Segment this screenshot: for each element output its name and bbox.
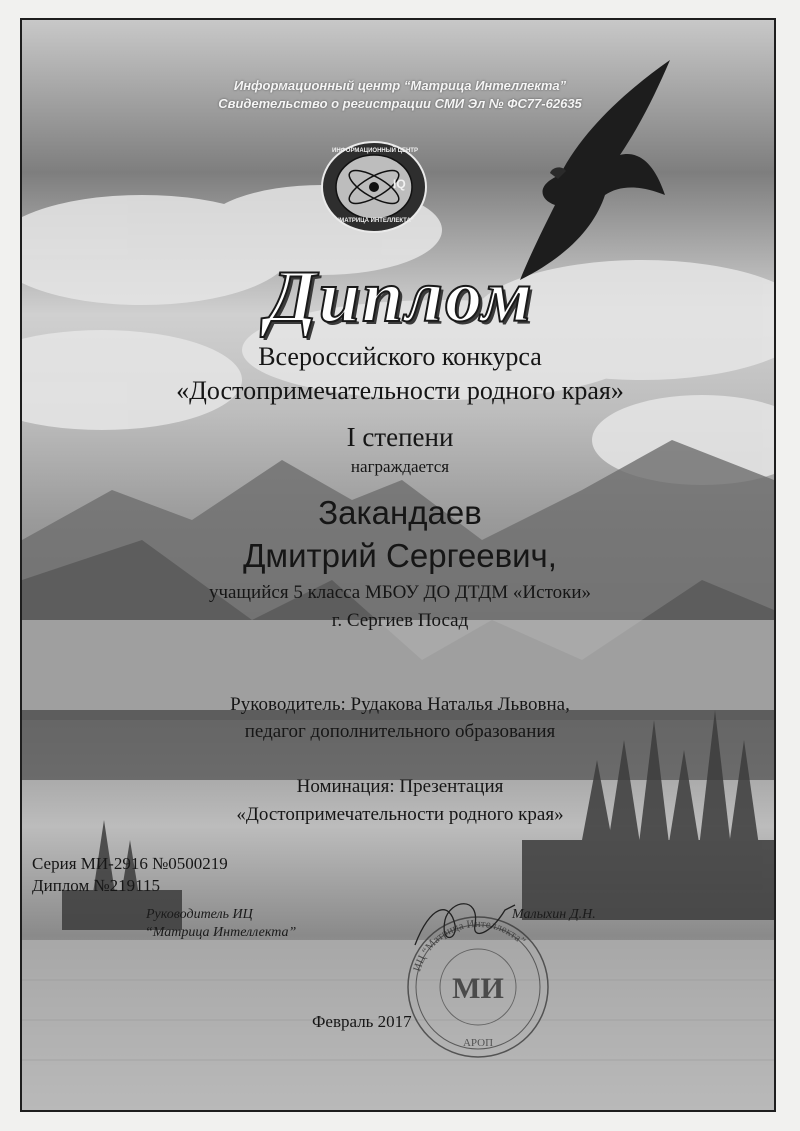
nomination-line-2: «Достопримечательности родного края» [236,804,564,825]
header-organization: Информационный центр “Матрица Интеллекта” [233,78,567,93]
nomination-line-1: Номинация: Презентация [296,776,504,797]
signatory-name: Малыхин Д.Н. [512,907,596,922]
recipient-surname: Закандаев [318,494,482,531]
contest-line-2: «Достопримечательности родного края» [176,376,624,405]
diploma-title: Диплом [266,256,534,338]
header-registration: Свидетельство о регистрации СМИ Эл № ФС77-62635 [218,96,582,111]
issue-date: Февраль 2017 [312,1012,412,1031]
stamp-ring-text: ИЦ “Матрица Интеллекта” [411,917,528,974]
signatory-role-line-1: Руководитель ИЦ [146,907,253,922]
logo-iq-badge: IQ [393,177,406,191]
signatory-role-line-2: “Матрица Интеллекта” [145,925,297,940]
supervisor-line-1: Руководитель: Рудакова Наталья Львовна, [230,694,570,715]
recipient-name: Дмитрий Сергеевич, [243,537,557,574]
logo-bottom-text: “МАТРИЦА ИНТЕЛЛЕКТА” [336,218,414,224]
handwritten-signature [410,895,520,955]
logo-top-text: ИНФОРМАЦИОННЫЙ ЦЕНТР [332,148,418,154]
recipient-school: учащийся 5 класса МБОУ ДО ДТДМ «Истоки» [208,582,592,603]
stamp-center-text: МИ [452,972,504,1005]
contest-line-1: Всероссийского конкурса [258,342,542,371]
series-number: Серия МИ-2916 №0500219 [32,854,228,873]
diploma-number: Диплом №219115 [32,876,161,895]
stamp-bottom-text: АРОП [462,1037,494,1049]
degree-text: I степени [346,422,454,452]
awarded-text: награждается [350,457,450,476]
recipient-city: г. Сергиев Посад [331,610,469,631]
supervisor-line-2: педагог дополнительного образования [244,721,556,742]
